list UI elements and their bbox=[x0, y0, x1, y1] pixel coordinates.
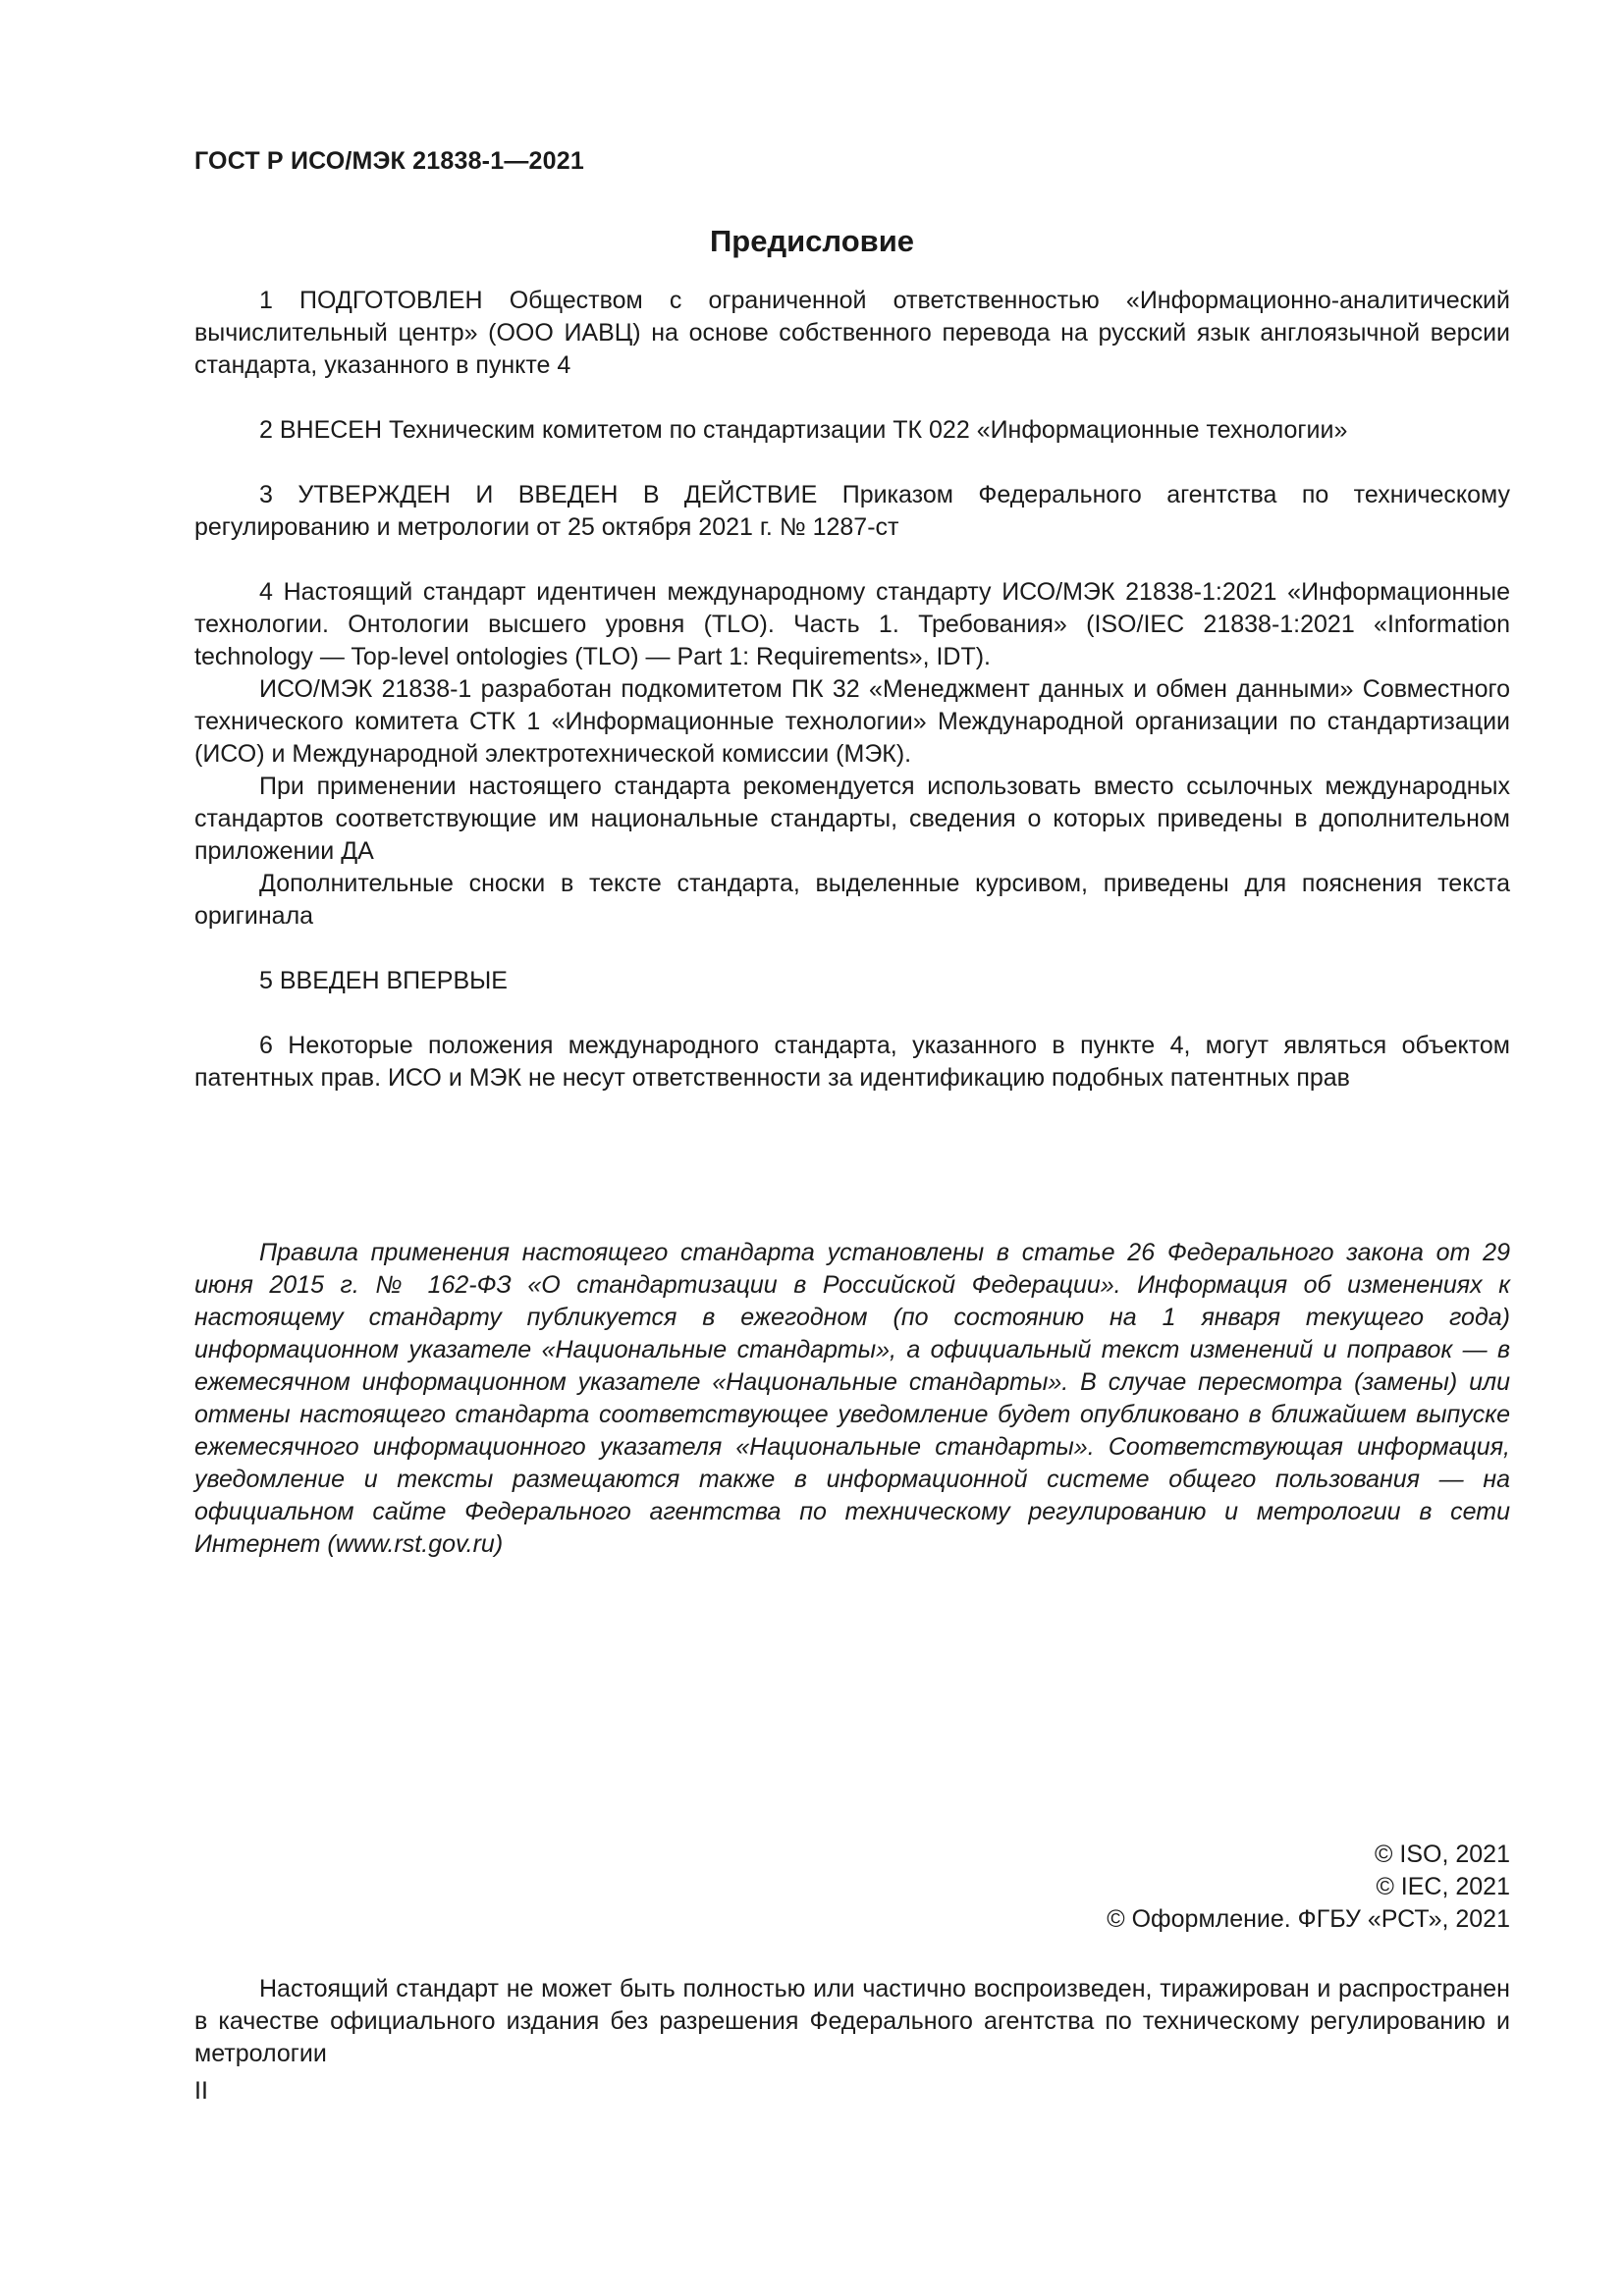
paragraph-introduced: 2 ВНЕСЕН Техническим комитетом по стандартизации ТК 022 «Информационные технологии» bbox=[259, 416, 1348, 444]
paragraph-developed-by: ИСО/МЭК 21838-1 разработан подкомитетом ПК 32 «Менеджмент данных и обмен данными» Совместного технического комитета СТК 1 «Информационные технологии» Международной организации по стандартизации (ИСО) и Международной электротехнической комиссии (МЭК). bbox=[194, 675, 1510, 768]
paragraph-prepared: 1 ПОДГОТОВЛЕН Обществом с ограниченной ответственностью «Информационно-аналитический вычислительный центр» (ООО ИАВЦ) на основе собственного перевода на русский язык англоязычной версии стандарта, указанного в пункте 4 bbox=[194, 287, 1510, 379]
page-title: Предисловие bbox=[709, 224, 914, 258]
copyright-block bbox=[1107, 1839, 1510, 1936]
copyright-iec: © IEC, 2021 bbox=[1376, 1873, 1510, 1900]
paragraph-approved: 3 УТВЕРЖДЕН И ВВЕДЕН В ДЕЙСТВИЕ Приказом Федерального агентства по техническому регулированию и метрологии от 25 октября 2021 г. № 1287-ст bbox=[194, 481, 1510, 541]
copyright-iso: © ISO, 2021 bbox=[1375, 1841, 1510, 1868]
paragraph-footnotes: Дополнительные сноски в тексте стандарта, выделенные курсивом, приведены для пояснения текста оригинала bbox=[194, 870, 1510, 930]
paragraph-patents: 6 Некоторые положения международного стандарта, указанного в пункте 4, могут являться объектом патентных прав. ИСО и МЭК не несут ответственности за идентификацию подобных патентных прав bbox=[194, 1032, 1510, 1092]
standard-code: ГОСТ Р ИСО/МЭК 21838-1—2021 bbox=[194, 147, 584, 175]
reproduction-notice: Настоящий стандарт не может быть полностью или частично воспроизведен, тиражирован и распространен в качестве официального издания без разрешения Федерального агентства по техническому регулированию и метрологии bbox=[194, 1975, 1510, 2067]
page-number: II bbox=[194, 2077, 208, 2105]
foreword-body bbox=[194, 285, 1510, 1095]
application-rules-note: Правила применения настоящего стандарта установлены в статье 26 Федерального закона от 29 июня 2015 г. № 162-ФЗ «О стандартизации в Российской Федерации». Информация об изменениях к настоящему стандарту публикуется в ежегодном (по состоянию на 1 января текущего года) информационном указателе «Национальные стандарты», а официальный текст изменений и поправок — в ежемесячном информационном указателе «Национальные стандарты». В случае пересмотра (замены) или отмены настоящего стандарта соответствующее уведомление будет опубликовано в ближайшем выпуске ежемесячного информационного указателя «Национальные стандарты». Соответствующая информация, уведомление и тексты размещаются также в информационной системе общего пользования — на официальном сайте Федерального агентства по техническому регулированию и метрологии в сети Интернет (www.rst.gov.ru) bbox=[194, 1239, 1510, 1558]
copyright-rst: © Оформление. ФГБУ «РСТ», 2021 bbox=[1107, 1905, 1510, 1933]
paragraph-recommendation: При применении настоящего стандарта рекомендуется использовать вместо ссылочных международных стандартов соответствующие им национальные стандарты, сведения о которых приведены в дополнительном приложении ДА bbox=[194, 773, 1510, 865]
paragraph-identical: 4 Настоящий стандарт идентичен международному стандарту ИСО/МЭК 21838-1:2021 «Информационные технологии. Онтологии высшего уровня (TLO). Часть 1. Требования» (ISO/IEC 21838-1:2021 «Information technology — Top-level ontologies (TLO) — Part 1: Requirements», IDT). bbox=[194, 578, 1510, 670]
paragraph-first-introduced: 5 ВВЕДЕН ВПЕРВЫЕ bbox=[259, 967, 508, 994]
